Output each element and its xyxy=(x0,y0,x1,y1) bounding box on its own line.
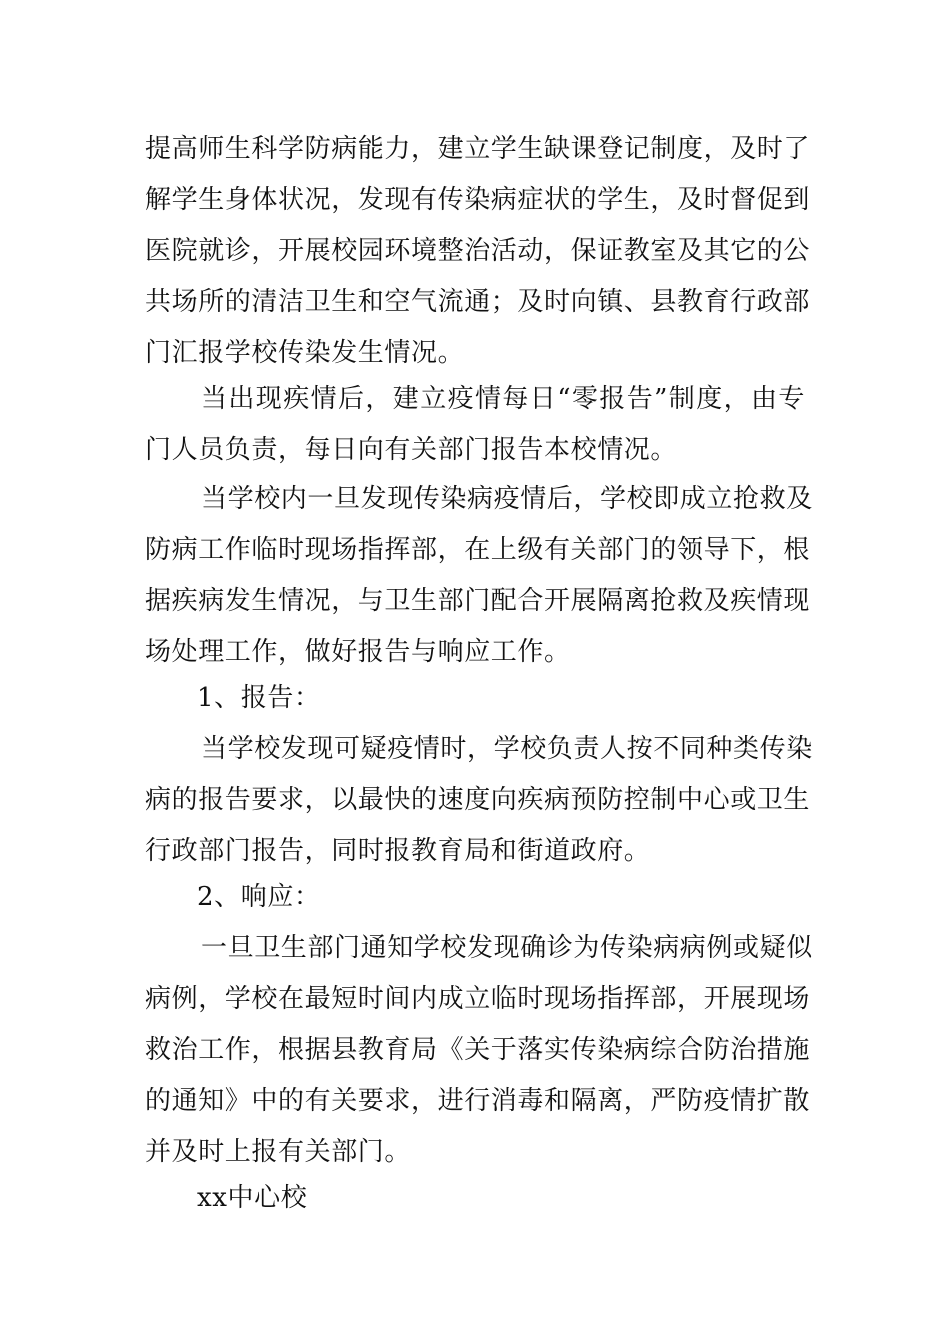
paragraph-1-line-2: 解学生身体状况，发现有传染病症状的学生，及时督促到 xyxy=(145,185,811,215)
paragraph-4-line-2: 病的报告要求，以最快的速度向疾病预防控制中心或卫生 xyxy=(145,785,811,815)
paragraph-3-line-3: 据疾病发生情况，与卫生部门配合开展隔离抢救及疾情现 xyxy=(145,586,811,616)
paragraph-2-line-1: 当出现疾情后，建立疫情每日“零报告”制度，由专 xyxy=(201,384,805,414)
signature-school-name: xx中心校 xyxy=(197,1183,308,1213)
paragraph-3-line-2: 防病工作临时现场指挥部，在上级有关部门的领导下，根 xyxy=(145,535,811,565)
paragraph-5-line-5: 并及时上报有关部门。 xyxy=(145,1137,412,1167)
section-heading-response: 2、响应： xyxy=(197,882,321,912)
paragraph-4-line-1: 当学校发现可疑疫情时，学校负责人按不同种类传染 xyxy=(201,734,813,764)
paragraph-3-line-4: 场处理工作，做好报告与响应工作。 xyxy=(145,637,571,667)
paragraph-1-line-5: 门汇报学校传染发生情况。 xyxy=(145,338,465,368)
paragraph-4-line-3: 行政部门报告，同时报教育局和街道政府。 xyxy=(145,836,651,866)
paragraph-5-line-4: 的通知》中的有关要求，进行消毒和隔离，严防疫情扩散 xyxy=(145,1086,811,1116)
paragraph-5-line-3: 救治工作，根据县教育局《关于落实传染病综合防治措施 xyxy=(145,1035,811,1065)
paragraph-2-line-2: 门人员负责，每日向有关部门报告本校情况。 xyxy=(145,435,678,465)
section-heading-report: 1、报告： xyxy=(197,683,321,713)
paragraph-5-line-1: 一旦卫生部门通知学校发现确诊为传染病病例或疑似 xyxy=(201,933,813,963)
paragraph-1-line-3: 医院就诊，开展校园环境整治活动，保证教室及其它的公 xyxy=(145,236,811,266)
paragraph-3-line-1: 当学校内一旦发现传染病疫情后，学校即成立抢救及 xyxy=(201,484,813,514)
paragraph-1-line-1: 提高师生科学防病能力，建立学生缺课登记制度，及时了 xyxy=(145,134,811,164)
paragraph-5-line-2: 病例，学校在最短时间内成立临时现场指挥部，开展现场 xyxy=(145,984,811,1014)
paragraph-1-line-4: 共场所的清洁卫生和空气流通；及时向镇、县教育行政部 xyxy=(145,287,811,317)
